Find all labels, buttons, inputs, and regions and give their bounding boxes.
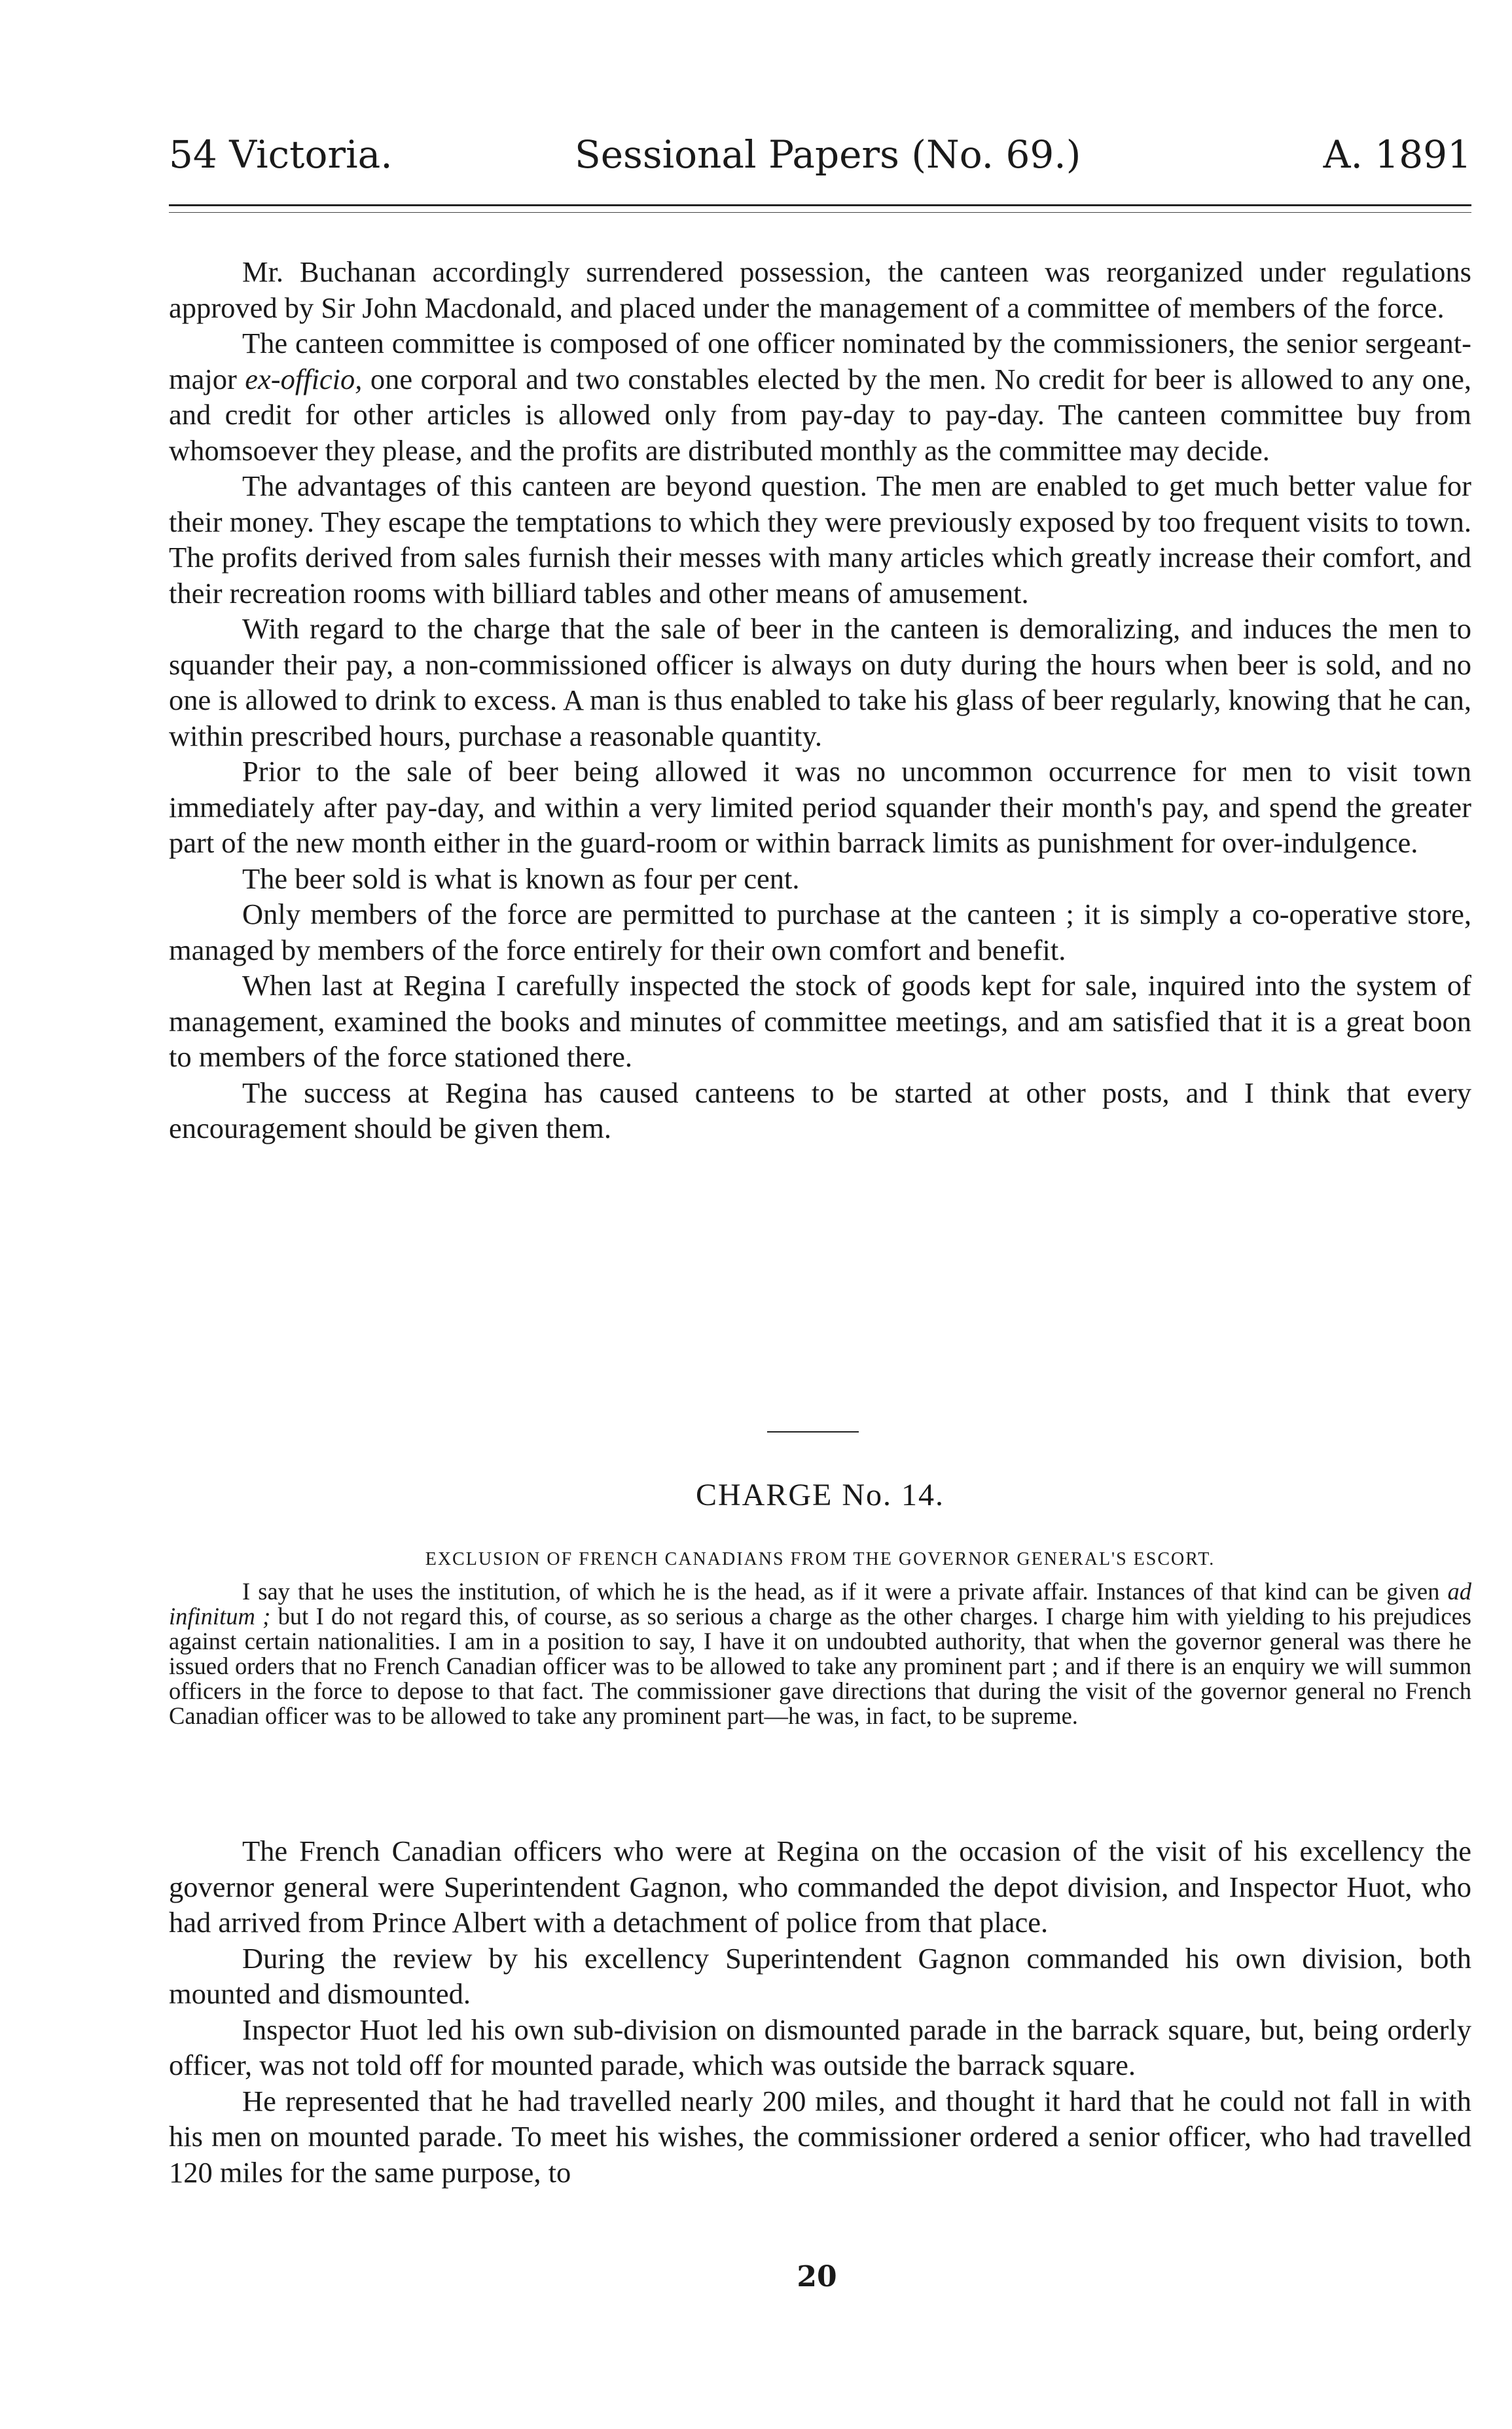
section-separator xyxy=(767,1431,859,1433)
quotation-paragraph: I say that he uses the institution, of which he is the head, as if it were a private affair. Instances of that kind can be given ad infinitum ; but I do not regard this, of course, as so serious a charge as the other charges. I charge him with yielding to his prejudices against certain nationalities. I am in a position to say, I have it on undoubted authority, that when the governor general was there he issued orders that no French Canadian officer was to be allowed to take any prominent part ; and if there is an enquiry we will summon officers in the force to depose to that fact. The commissioner gave directions that during the visit of the governor general no French Canadian officer was to be allowed to take any prominent part—he was, in fact, to be supreme. xyxy=(169,1578,1472,1729)
paragraph: He represented that he had travelled nearly 200 miles, and thought it hard that he could not fall in with his men on mounted parade. To meet his wishes, the commissioner ordered a senior officer, who had travelled 120 miles for the same purpose, to xyxy=(169,2084,1471,2189)
page-number: 20 xyxy=(797,2260,837,2293)
paragraph: Inspector Huot led his own sub-division on dismounted parade in the barrack square, but, being orderly officer, was not told off for mounted parade, which was outside the barrack square. xyxy=(169,2013,1471,2081)
header-sessional-papers: Sessional Papers (No. 69.) xyxy=(575,132,1081,177)
paragraph: The beer sold is what is known as four per cent. xyxy=(242,862,800,895)
paragraph: During the review by his excellency Superintendent Gagnon commanded his own division, both mounted and dismounted. xyxy=(169,1941,1471,2010)
header-rule-thick xyxy=(169,204,1471,206)
paragraph: Prior to the sale of beer being allowed it was no uncommon occurrence for men to visit town immediately after pay-day, and within a very limited period squander their month's pay, and spend the greater part of the new month either in the guard-room or within barrack limits as punishment for over-indulgence. xyxy=(169,755,1471,859)
paragraph: The advantages of this canteen are beyond question. The men are enabled to get much better value for their money. They escape the temptations to which they were previously exposed by too frequent visits to town. The profits derived from sales furnish their messes with many articles which greatly increase their comfort, and their recreation rooms with billiard tables and other means of amusement. xyxy=(169,469,1471,610)
paragraph: The French Canadian officers who were at Regina on the occasion of the visit of his excellency the governor general were Superintendent Gagnon, who commanded the depot division, and Inspector Huot, who had arrived from Prince Albert with a detachment of police from that place. xyxy=(169,1835,1471,1939)
paragraph: The success at Regina has caused canteens to be started at other posts, and I think that every encouragement should be given them. xyxy=(169,1076,1471,1144)
paragraph: When last at Regina I carefully inspected the stock of goods kept for sale, inquired into the system of management, examined the books and minutes of committee meetings, and am satisfied that it is a great boon to members of the force stationed there. xyxy=(169,969,1471,1073)
charge-quotation xyxy=(169,1579,1471,1728)
header-rule-thin xyxy=(169,212,1471,213)
header-year: A. 1891 xyxy=(1323,132,1471,177)
paragraph: With regard to the charge that the sale of beer in the canteen is demoralizing, and induces the men to squander their pay, a non-commissioned officer is always on duty during the hours when beer is sold, and no one is allowed to drink to excess. A man is thus enabled to take his glass of beer regularly, knowing that he can, within prescribed hours, purchase a reasonable quantity. xyxy=(169,612,1471,752)
running-header xyxy=(169,128,1471,181)
paragraph: Only members of the force are permitted to purchase at the canteen ; it is simply a co-operative store, managed by members of the force entirely for their own comfort and benefit. xyxy=(169,898,1471,966)
italic-phrase: ad infinitum ; xyxy=(169,1578,1471,1630)
canteen-section xyxy=(169,254,1471,1146)
paragraph: The canteen committee is composed of one officer nominated by the commissioners, the senior sergeant-major ex-officio, one corporal and two constables elected by the men. No credit for beer is allowed to any one, and credit for other articles is allowed only from pay-day to pay-day. The canteen committee buy from whomsoever they please, and the profits are distributed monthly as the committee may decide. xyxy=(169,327,1471,467)
italic-phrase: ex-officio, xyxy=(245,362,363,395)
charge-subtitle: EXCLUSION OF FRENCH CANADIANS FROM THE GOVERNOR GENERAL'S ESCORT. xyxy=(425,1549,1215,1569)
paragraph: Mr. Buchanan accordingly surrendered possession, the canteen was reorganized under regulations approved by Sir John Macdonald, and placed under the management of a committee of members of the force. xyxy=(169,255,1471,324)
response-section xyxy=(169,1833,1471,2190)
charge-title: CHARGE No. 14. xyxy=(695,1478,945,1512)
header-session: 54 Victoria. xyxy=(169,132,393,177)
